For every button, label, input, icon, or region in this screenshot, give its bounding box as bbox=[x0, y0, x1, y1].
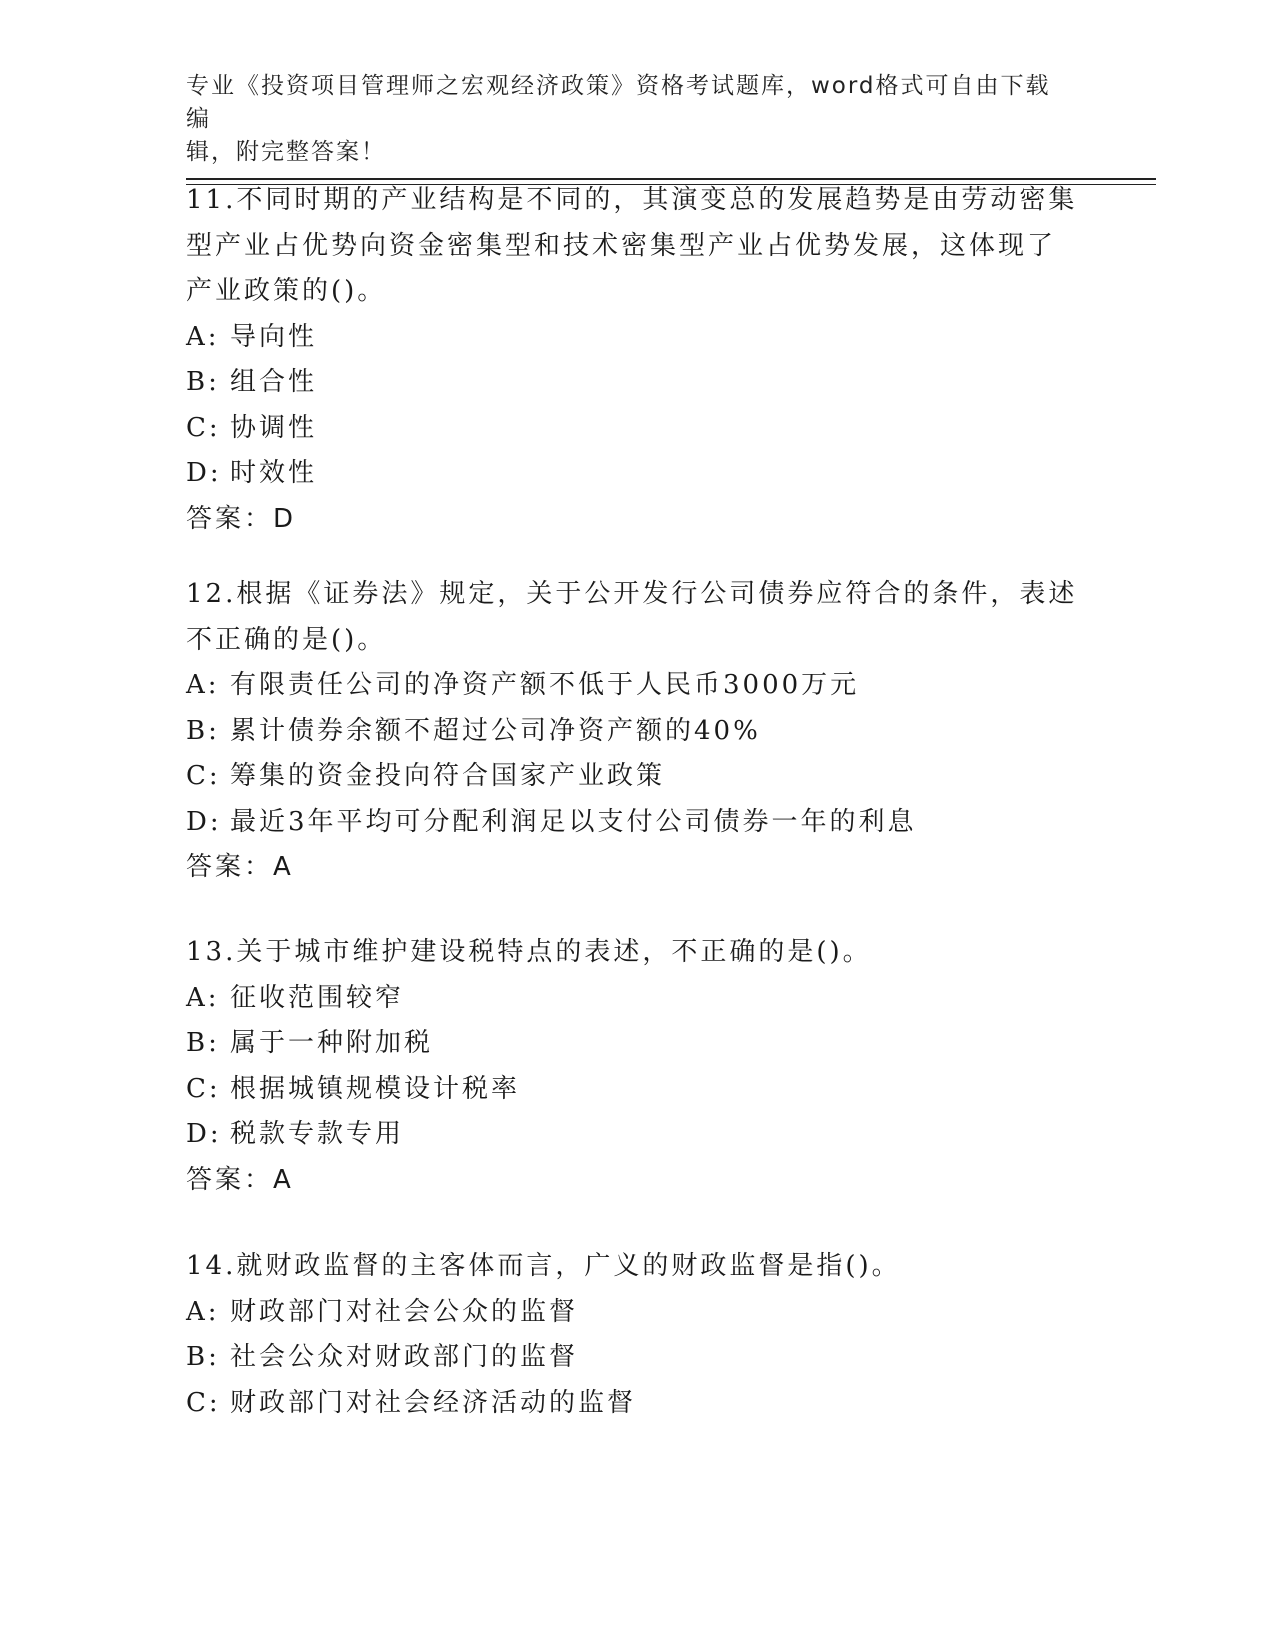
option-c bbox=[186, 1381, 1106, 1427]
option-b bbox=[186, 709, 1106, 755]
option-text: 组合性 bbox=[230, 367, 318, 397]
option-a bbox=[186, 976, 1106, 1022]
option-key: A: bbox=[186, 982, 220, 1013]
option-b bbox=[186, 1021, 1106, 1067]
answer-line: 答案：A bbox=[186, 852, 294, 882]
answer-line: 答案：D bbox=[186, 503, 297, 534]
question-12 bbox=[186, 572, 1106, 891]
option-key: C: bbox=[186, 412, 221, 443]
answer-line: 答案：A bbox=[186, 1164, 294, 1195]
option-text: 有限责任公司的净资产额不低于人民币3000万元 bbox=[230, 670, 860, 700]
stem-line: 11.不同时期的产业结构是不同的，其演变总的发展趋势是由劳动密集 bbox=[186, 185, 1078, 215]
question-11 bbox=[186, 178, 1106, 542]
option-text: 筹集的资金投向符合国家产业政策 bbox=[230, 761, 666, 791]
stem-line: 型产业占优势向资金密集型和技术密集型产业占优势发展，这体现了 bbox=[186, 230, 1057, 261]
option-text: 最近3年平均可分配利润足以支付公司债券一年的利息 bbox=[230, 806, 917, 837]
option-key: B: bbox=[186, 1342, 220, 1372]
option-text: 征收范围较窄 bbox=[230, 982, 405, 1013]
option-b bbox=[186, 1335, 1106, 1381]
option-key: A: bbox=[186, 670, 220, 700]
stem-line: 12.根据《证券法》规定，关于公开发行公司债券应符合的条件，表述 bbox=[186, 579, 1078, 609]
header-line-2: 辑，附完整答案！ bbox=[186, 139, 386, 165]
option-text: 社会公众对财政部门的监督 bbox=[230, 1342, 579, 1372]
option-a bbox=[186, 1290, 1106, 1336]
question-13 bbox=[186, 930, 1106, 1203]
option-key: B: bbox=[186, 715, 220, 746]
option-a bbox=[186, 315, 1106, 361]
option-c bbox=[186, 406, 1106, 452]
stem-line: 不正确的是()。 bbox=[186, 624, 387, 655]
header-line-1: 专业《投资项目管理师之宏观经济政策》资格考试题库，word格式可自由下载编 bbox=[186, 73, 1051, 132]
option-key: B: bbox=[186, 367, 220, 397]
option-key: A: bbox=[186, 321, 220, 352]
option-text: 财政部门对社会公众的监督 bbox=[230, 1296, 579, 1327]
option-key: D: bbox=[186, 1119, 222, 1149]
document-header bbox=[186, 70, 1066, 169]
question-stem bbox=[186, 1244, 1106, 1290]
question-14 bbox=[186, 1244, 1106, 1426]
option-key: A: bbox=[186, 1296, 220, 1327]
option-text: 财政部门对社会经济活动的监督 bbox=[230, 1387, 637, 1418]
question-stem bbox=[186, 572, 1106, 663]
option-key: C: bbox=[186, 1387, 221, 1418]
option-text: 属于一种附加税 bbox=[230, 1028, 434, 1058]
option-text: 税款专款专用 bbox=[230, 1119, 405, 1149]
option-c bbox=[186, 754, 1106, 800]
option-text: 协调性 bbox=[230, 412, 318, 443]
stem-line: 产业政策的()。 bbox=[186, 276, 387, 306]
option-key: D: bbox=[186, 458, 222, 488]
option-key: C: bbox=[186, 1073, 221, 1104]
option-d bbox=[186, 800, 1106, 846]
option-c bbox=[186, 1067, 1106, 1113]
question-stem bbox=[186, 178, 1106, 315]
stem-line: 14.就财政监督的主客体而言，广义的财政监督是指()。 bbox=[186, 1251, 901, 1281]
option-d bbox=[186, 451, 1106, 497]
option-key: C: bbox=[186, 761, 221, 791]
option-text: 时效性 bbox=[230, 458, 318, 488]
stem-line: 13.关于城市维护建设税特点的表述，不正确的是()。 bbox=[186, 937, 872, 967]
option-text: 导向性 bbox=[230, 321, 318, 352]
option-text: 根据城镇规模设计税率 bbox=[230, 1073, 521, 1104]
option-key: D: bbox=[186, 806, 222, 837]
question-stem bbox=[186, 930, 1106, 976]
option-d bbox=[186, 1112, 1106, 1158]
option-a bbox=[186, 663, 1106, 709]
option-text: 累计债券余额不超过公司净资产额的40% bbox=[230, 715, 761, 746]
option-b bbox=[186, 360, 1106, 406]
option-key: B: bbox=[186, 1028, 220, 1058]
